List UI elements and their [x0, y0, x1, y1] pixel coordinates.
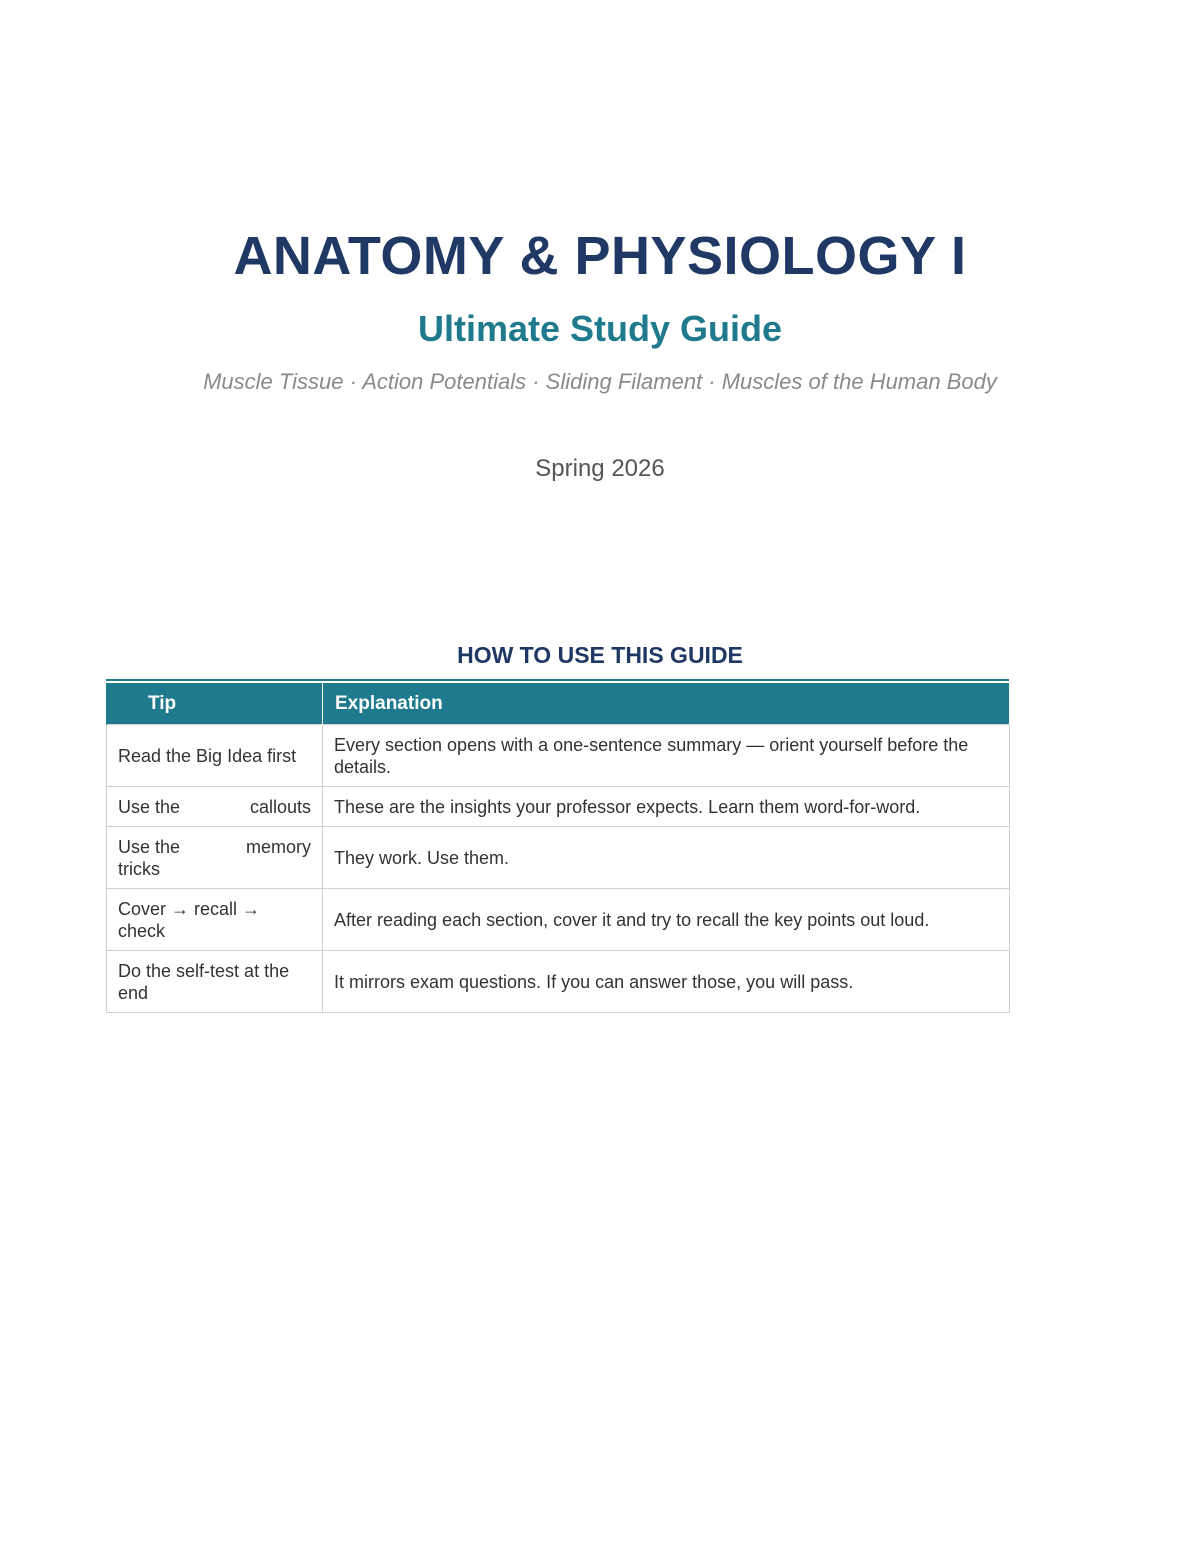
section-heading: HOW TO USE THIS GUIDE — [457, 642, 743, 668]
tip-cell-part: callouts — [249, 796, 311, 817]
term-label: Spring 2026 — [535, 455, 665, 482]
tip-cell: Cover → recall → check — [107, 889, 323, 951]
guide-table — [106, 683, 1010, 1013]
table-row — [107, 827, 1010, 889]
tip-cell — [107, 787, 323, 827]
tip-cell — [107, 827, 323, 889]
explanation-cell: They work. Use them. — [323, 827, 1010, 889]
table-row — [107, 951, 1010, 1013]
table-row — [107, 725, 1010, 787]
tip-cell: Read the Big Idea first — [107, 725, 323, 787]
column-header-explanation: Explanation — [323, 683, 1010, 725]
table-row — [107, 787, 1010, 827]
tip-cell-part: Use the — [118, 836, 181, 857]
tip-cell-part: Use the — [118, 796, 181, 817]
explanation-cell: These are the insights your professor expects. Learn them word-for-word. — [323, 787, 1010, 827]
explanation-cell: After reading each section, cover it and try to recall the key points out loud. — [323, 889, 1010, 951]
tip-cell-part: memory — [245, 836, 311, 857]
document-title: ANATOMY & PHYSIOLOGY I — [233, 226, 967, 286]
explanation-cell: Every section opens with a one-sentence summary — orient yourself before the details. — [323, 725, 1010, 787]
column-header-tip: Tip — [107, 683, 323, 725]
guide-table-container — [106, 679, 1009, 1013]
tip-cell-part: tricks — [118, 858, 160, 879]
table-header-row — [107, 683, 1010, 725]
topics-line: Muscle Tissue · Action Potentials · Sliding Filament · Muscles of the Human Body — [203, 369, 997, 394]
tip-cell: Do the self-test at the end — [107, 951, 323, 1013]
explanation-cell: It mirrors exam questions. If you can answer those, you will pass. — [323, 951, 1010, 1013]
table-row — [107, 889, 1010, 951]
document-subtitle: Ultimate Study Guide — [417, 308, 783, 349]
